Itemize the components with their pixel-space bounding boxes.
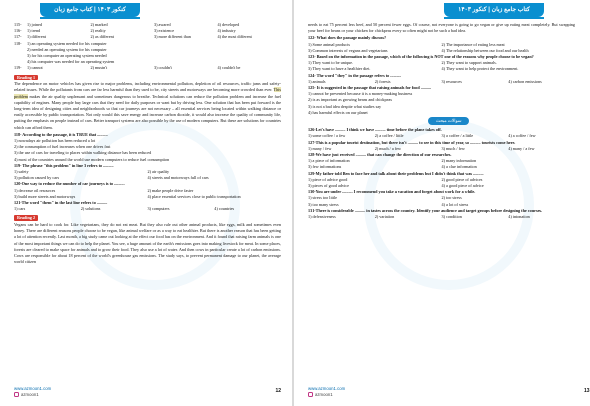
right-content bbox=[308, 22, 575, 220]
question-stem: 123- Based on the information in the passage, which of the following is NOT one of the reasons why people choose to be vegan? bbox=[308, 54, 534, 60]
highlighted-phrase: This problem bbox=[14, 87, 281, 99]
question-117: 117- 1) different 2) as different 3) more different than 4) the most different bbox=[14, 34, 281, 40]
option[interactable]: 2) good piece of advices bbox=[441, 176, 483, 182]
question-stem: 129-My father told Ben to face her and talk about their problems but I didn't think that was .......... bbox=[308, 170, 484, 176]
left-page bbox=[0, 0, 293, 406]
option[interactable]: 2) mustn't bbox=[90, 65, 108, 71]
header-banner: کتاب جامع زبان | کنکور ۱۴۰۳ bbox=[444, 3, 544, 17]
option[interactable]: 2) marked bbox=[90, 22, 108, 27]
option[interactable]: 3) for his computer an operating system needed bbox=[27, 53, 107, 59]
option[interactable]: 2) the consumption of fuel increases when one drives fast bbox=[14, 144, 111, 150]
option[interactable]: 4) place essential services close to public transportation bbox=[147, 193, 241, 199]
question-stem: 128-We have just received .......... that can change the direction of our researches. bbox=[308, 152, 452, 158]
option[interactable]: 2) variation bbox=[374, 214, 395, 220]
option[interactable]: 2) is as important as growing beans and chickpeas bbox=[308, 97, 392, 103]
option[interactable]: 2) reality bbox=[90, 28, 106, 34]
question-stem: 131-There is considerable .......... in tastes across the country. Identify your audience and target groups before designing the courses. bbox=[308, 207, 543, 213]
page-footer bbox=[14, 386, 281, 400]
section-label-reading-2: Reading 2 bbox=[14, 215, 38, 221]
option[interactable]: 1) Some animal products bbox=[308, 41, 350, 47]
question-stem: 126-Let's have .......... I think we have .......... time before the plane takes off. bbox=[308, 127, 442, 133]
option[interactable]: 4) the most different bbox=[217, 34, 252, 40]
instagram-handle[interactable]: azmoon1 bbox=[14, 392, 39, 397]
question-stem: 119- The phrase "this problem" in line 3 refers to .......... bbox=[14, 162, 114, 168]
header-banner: کنکور ۱۴۰۳ | کتاب جامع زبان bbox=[40, 3, 140, 17]
option[interactable]: 3) computers bbox=[147, 206, 170, 212]
option[interactable]: 1) different bbox=[27, 34, 46, 40]
option[interactable]: 4) developed bbox=[217, 22, 240, 27]
option[interactable]: 2) a coffee / little bbox=[374, 133, 404, 139]
option[interactable]: 1) They want to be unique. bbox=[308, 60, 354, 66]
option[interactable]: 1) some coffee / a few bbox=[308, 133, 346, 139]
option[interactable]: 1) nowadays air pollution has been reduced a lot bbox=[14, 137, 96, 143]
option[interactable]: 1) cannot bbox=[27, 65, 43, 71]
option[interactable]: 1) an operating system needed for his computer bbox=[27, 40, 107, 46]
option[interactable]: 1) cannot be prevented because it is a money-making business bbox=[308, 91, 413, 97]
option[interactable]: 2) The importance of eating less meat bbox=[441, 41, 505, 47]
option[interactable]: 4) his computer was needed for an operating system bbox=[27, 59, 115, 65]
option[interactable]: 3) is not a bad idea despite what studies say bbox=[308, 103, 382, 109]
option[interactable]: 3) awared bbox=[154, 22, 171, 27]
right-page bbox=[294, 0, 590, 406]
option[interactable]: 1) a piece of information bbox=[308, 158, 350, 164]
option[interactable]: 3) They want to have a healthier diet. bbox=[308, 66, 371, 72]
header-stripe bbox=[40, 17, 140, 19]
option[interactable]: 3) more different than bbox=[154, 34, 191, 40]
option[interactable]: 4) They want to help protect the environment. bbox=[441, 66, 519, 72]
option[interactable]: 4) most of the countries around the world use modern computers to reduce fuel consumption bbox=[14, 156, 170, 162]
option[interactable]: 1) defensiveness bbox=[308, 214, 336, 220]
option[interactable]: 3) Common interests of vegans and vegetarians bbox=[308, 47, 388, 53]
option[interactable]: 4) The relationship between our food and our health bbox=[441, 47, 529, 53]
option[interactable]: 3) much / few bbox=[441, 145, 465, 151]
option[interactable]: 4) streets and motorways full of cars bbox=[147, 175, 209, 181]
page-number: 12 bbox=[275, 388, 281, 394]
option[interactable]: 3) a coffee / a little bbox=[441, 133, 474, 139]
option[interactable]: 2) many information bbox=[441, 158, 477, 164]
option[interactable]: 1) decrease oil resources bbox=[14, 187, 56, 193]
question-stem: 118- According to the passage, it is TRUE that .......... bbox=[14, 131, 108, 137]
left-content bbox=[14, 22, 281, 266]
option[interactable]: 1) piece of advice good bbox=[308, 176, 348, 182]
instagram-handle[interactable]: azmoon1 bbox=[308, 392, 333, 397]
option[interactable]: 4) a good piece of advice bbox=[441, 183, 484, 189]
option[interactable]: 2) They want to support animals. bbox=[441, 60, 497, 66]
section-label-reading-1: Reading 1 bbox=[14, 75, 38, 81]
option[interactable]: 3) resources bbox=[441, 78, 462, 84]
question-118: 118- 1) an operating system needed for his computer 2) needed an operating system for his computer 3) for his computer an operating system needed 4) his computer was needed for an operating system bbox=[14, 40, 115, 65]
option[interactable]: 3) pieces of good advice bbox=[308, 183, 349, 189]
question-stem: 122- What does the passage mainly discuss? bbox=[308, 35, 387, 41]
page-number: 13 bbox=[584, 388, 590, 394]
reading-2-passage: Vegans can be hard to cook for. Like vegetarians, they do not eat meat. But they also rule out other animal products, like eggs, milk and sometimes even honey. There are different reasons people choose to be vegan, like animal welfare or as a way to eat healthier. But there is another reason that has been getting a lot of attention recently. Last month, a big study came out looking at the effect our food has on the environment. And it found that raising farm animals is one of the most important things we can do to help the planet. You see, a huge amount of the earth's emissions goes into making livestock for meat. In some places, forests are cleared to make space for animals and to grow their food. They also use a lot of water. And then cows in particular create a lot of carbon emissions. Cows are responsible for about 18 percent of the world's greenhouse gas emissions. The study says, to prevent permanent damage to our planet, the average world citizen bbox=[14, 221, 281, 265]
option[interactable]: 3) condition bbox=[441, 214, 462, 220]
option[interactable]: 3) build more streets and motorways bbox=[14, 193, 76, 199]
question-stem: 121-The word "them" in the last line refers to .......... bbox=[14, 199, 108, 205]
instagram-icon bbox=[308, 392, 313, 397]
website-link[interactable]: www.azmoon1.com bbox=[14, 386, 52, 391]
option[interactable]: 3) couldn't bbox=[154, 65, 172, 71]
option[interactable]: 4) countries bbox=[214, 206, 235, 212]
question-stem: 124- The word "they" in the passage refers to .......... bbox=[308, 72, 401, 78]
option[interactable]: 4) couldn't be bbox=[217, 65, 241, 71]
option[interactable]: 1) many / few bbox=[308, 145, 332, 151]
option[interactable]: 1) safety bbox=[14, 168, 29, 174]
option[interactable]: 3) existence bbox=[154, 28, 175, 34]
question-stem: 120-One way to reduce the number of car journeys is to .......... bbox=[14, 181, 125, 187]
question-119: 119- 1) cannot 2) mustn't 3) couldn't 4) couldn't be bbox=[14, 65, 281, 71]
option[interactable]: 2) make people drive faster bbox=[147, 187, 194, 193]
option[interactable]: 1) stress too little bbox=[308, 195, 337, 201]
option[interactable]: 4) many / a few bbox=[508, 145, 535, 151]
question-stem: 130-You are under .......... I recommend you take a vacation and forget about work for a while. bbox=[308, 189, 476, 195]
option[interactable]: 4) carbon emissions bbox=[508, 78, 542, 84]
option[interactable]: 3) too many stress bbox=[308, 201, 339, 207]
option[interactable]: 4) intonation bbox=[508, 214, 530, 220]
question-116: 116- 1) trend 2) reality 3) existence 4) industry bbox=[14, 28, 281, 34]
option[interactable]: 2) needed an operating system for his computer bbox=[27, 46, 107, 52]
section-pill: سوالات مبحث bbox=[428, 117, 469, 125]
instagram-icon bbox=[14, 392, 19, 397]
option[interactable]: 4) a coffee / few bbox=[508, 133, 536, 139]
option[interactable]: 1) trend bbox=[27, 28, 41, 34]
option[interactable]: 2) air quality bbox=[147, 168, 170, 174]
option[interactable]: 3) the use of cars for traveling to places within walking distance has been reduced bbox=[14, 150, 152, 156]
question-stem: 125- It is suggested in the passage that raising animals for food .......... bbox=[308, 85, 432, 91]
page-footer bbox=[308, 386, 590, 400]
option[interactable]: 1) animals bbox=[308, 78, 326, 84]
option[interactable]: 2) as different bbox=[90, 34, 114, 40]
option[interactable]: 4) industry bbox=[217, 28, 236, 34]
option[interactable]: 2) forests bbox=[374, 78, 391, 84]
option[interactable]: 4) a clue information bbox=[441, 164, 477, 170]
question-stem: 127-This is a popular tourist destination, but there isn't .......... to see in this time of year, so .......... tourists come here. bbox=[308, 139, 516, 145]
question-115: 115- 1) joined 2) marked 3) awared 4) developed bbox=[14, 22, 281, 28]
passage-continued: needs to eat 75 percent less beef, and 50 percent fewer eggs. Of course, not everyone is going to go vegan or give up eating meat completely. But swapping your beef for beans or your chicken for chickpeas every so often might not be such a bad idea. bbox=[308, 22, 575, 34]
option[interactable]: 1) joined bbox=[27, 22, 43, 27]
header-stripe bbox=[444, 17, 544, 19]
option[interactable]: 4) has harmful effects on our planet bbox=[308, 109, 368, 115]
option[interactable]: 4) a lot of stress bbox=[441, 201, 469, 207]
option[interactable]: 3) pollution caused by cars bbox=[14, 175, 60, 181]
option[interactable]: 2) solutions bbox=[80, 206, 101, 212]
option[interactable]: 1) cars bbox=[14, 206, 26, 212]
option[interactable]: 2) too stress bbox=[441, 195, 462, 201]
reading-1-passage: The dependence on motor vehicles has given rise to major problems, including environmental pollution, depletion of oil resources, traffic jams and safety-related issues. While the pollutants from cars are far less harmful than they used to be, city streets and motorways are becoming more crowded than ever. This problem makes the air quality unpleasant and sometimes dangerous to breathe. Technical solutions can reduce the pollution problem and increase the fuel capability of engines. Many people buy large cars that they need for daily purposes or want but by driving less. One solution that has been put forward is the long-term idea of designing cities and neighborhoods so that car journeys are not necessary – all essential services being located within walking distance or easily accessible by public transportation. Not only would this save energy and increase carbon dioxide, it would also increase the quality of community life, putting the emphasis on people instead of cars. Better transport systems are also possible by the use of modern computers. But these are solutions for countries which can afford them. bbox=[14, 81, 282, 130]
option[interactable]: 3) few informations bbox=[308, 164, 342, 170]
website-link[interactable]: www.azmoon1.com bbox=[308, 386, 346, 391]
option[interactable]: 2) much / a few bbox=[374, 145, 402, 151]
